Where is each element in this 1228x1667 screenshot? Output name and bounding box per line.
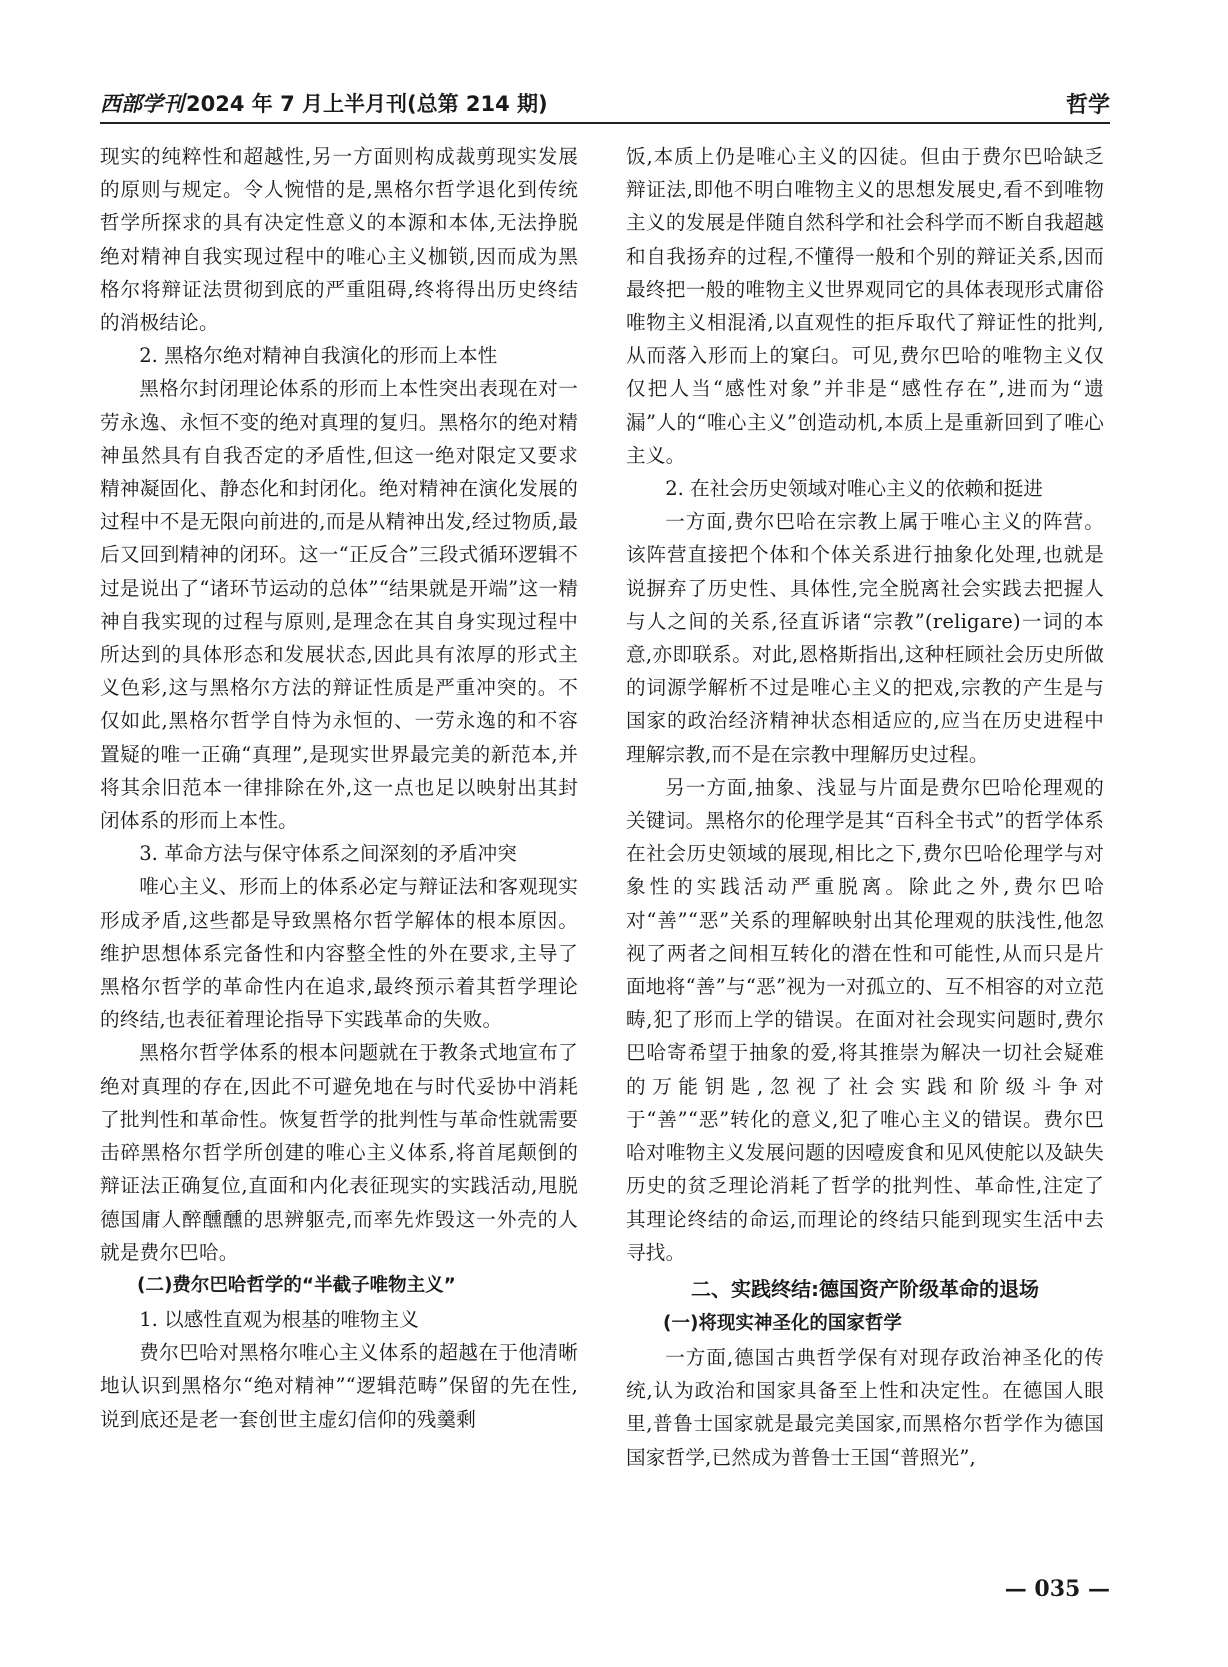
paragraph: 黑格尔哲学体系的根本问题就在于教条式地宣布了绝对真理的存在,因此不可避免地在与时代妥协中消耗了批判性和革命性。恢复哲学的批判性与革命性就需要击碎黑格尔哲学所创建的唯心主义体系,将首尾颠倒的辩证法正确复位,直面和内化表征现实的实践活动,甩脱德国庸人醉醺醺的思辨躯壳,而率先炸毁这一外壳的人就是费尔巴哈。 — [100, 1041, 578, 1264]
running-header — [100, 86, 1110, 120]
paragraph: 另一方面,抽象、浅显与片面是费尔巴哈伦理观的关键词。黑格尔的伦理学是其“百科全书式”的哲学体系在社会历史领域的展现,相比之下,费尔巴哈伦理学与对象性的实践活动严重脱离。除此之外,费尔巴哈对“善”“恶”关系的理解映射出其伦理观的肤浅性,他忽视了两者之间相互转化的潜在性和可能性,从而只是片面地将“善”与“恶”视为一对孤立的、互不相容的对立范畴,犯了形而上学的错误。在面对社会现实问题时,费尔巴哈寄希望于抽象的爱,将其推崇为解决一切社会疑难的万能钥匙,忽视了社会实践和阶级斗争对于“善”“恶”转化的意义,犯了唯心主义的错误。费尔巴哈对唯物主义发展问题的因噎废食和见风使舵以及缺失历史的贫乏理论消耗了哲学的批判性、革命性,注定了其理论终结的命运,而理论的终结只能到现实生活中去寻找。 — [626, 775, 1104, 1264]
left-column — [100, 140, 578, 1620]
paragraph: 唯心主义、形而上的体系必定与辩证法和客观现实形成矛盾,这些都是导致黑格尔哲学解体的根本原因。维护思想体系完备性和内容整全性的外在要求,主导了黑格尔哲学的革命性内在追求,最终预示着其哲学理论的终结,也表征着理论指导下实践革命的失败。 — [100, 875, 578, 1032]
paragraph: 费尔巴哈对黑格尔唯心主义体系的超越在于他清晰地认识到黑格尔“绝对精神”“逻辑范畴”保留的先在性,说到底还是老一套创世主虚幻信仰的残羹剩 — [100, 1341, 578, 1431]
issue-info: 2024 年 7 月上半月刊(总第 214 期) — [186, 92, 548, 116]
paragraph: 黑格尔封闭理论体系的形而上本性突出表现在对一劳永逸、永恒不变的绝对真理的复归。黑格尔的绝对精神虽然具有自我否定的矛盾性,但这一绝对限定又要求精神凝固化、静态化和封闭化。绝对精神在演化发展的过程中不是无限向前进的,而是从精神出发,经过物质,最后又回到精神的闭环。这一“正反合”三段式循环逻辑不过是说出了“诸环节运动的总体”“结果就是开端”这一精神自我实现的过程与原则,是理念在其自身实现过程中所达到的具体形态和发展状态,因此具有浓厚的形式主义色彩,这与黑格尔方法的辩证性质是严重冲突的。不仅如此,黑格尔哲学自恃为永恒的、一劳永逸的和不容置疑的唯一正确“真理”,是现实世界最完美的新范本,并将其余旧范本一律排除在外,这一点也足以映射出其封闭体系的形而上本性。 — [100, 377, 578, 833]
paragraph: 一方面,德国古典哲学保有对现存政治神圣化的传统,认为政治和国家具备至上性和决定性。在德国人眼里,普鲁士国家就是最完美国家,而黑格尔哲学作为德国国家哲学,已然成为普鲁士王国“普照光”, — [626, 1345, 1104, 1469]
section-label: 哲学 — [1065, 93, 1110, 118]
section-heading: 二、实践终结:德国资产阶级革命的退场 — [691, 1276, 1039, 1301]
subsection-heading: (二)费尔巴哈哲学的“半截子唯物主义” — [137, 1274, 456, 1296]
subheading: 2. 在社会历史领域对唯心主义的依赖和挺进 — [665, 477, 1043, 501]
page-number: — 035 — — [1004, 1576, 1110, 1602]
paragraph: 饭,本质上仍是唯心主义的囚徒。但由于费尔巴哈缺乏辩证法,即他不明白唯物主义的思想发展史,看不到唯物主义的发展是伴随自然科学和社会科学而不断自我超越和自我扬弃的过程,不懂得一般和个别的辩证关系,因而最终把一般的唯物主义世界观同它的具体表现形式庸俗唯物主义相混淆,以直观性的拒斥取代了辩证性的批判,从而落入形而上的窠臼。可见,费尔巴哈的唯物主义仅仅把人当“感性对象”并非是“感性存在”,进而为“遗漏”人的“唯心主义”创造动机,本质上是重新回到了唯心主义。 — [626, 145, 1104, 467]
journal-title — [100, 88, 548, 118]
journal-logo: 西部学刊 — [100, 91, 184, 116]
subheading: 3. 革命方法与保守体系之间深刻的矛盾冲突 — [139, 842, 517, 866]
subheading: 1. 以感性直观为根基的唯物主义 — [139, 1307, 419, 1331]
subsection-heading: (一)将现实神圣化的国家哲学 — [663, 1312, 902, 1334]
paragraph: 现实的纯粹性和超越性,另一方面则构成裁剪现实发展的原则与规定。令人惋惜的是,黑格尔哲学退化到传统哲学所探求的具有决定性意义的本源和本体,无法挣脱绝对精神自我实现过程中的唯心主义枷锁,因而成为黑格尔将辩证法贯彻到底的严重阻碍,终将得出历史终结的消极结论。 — [100, 145, 578, 335]
header-rule — [100, 122, 1110, 124]
right-column — [626, 140, 1104, 1620]
subheading: 2. 黑格尔绝对精神自我演化的形而上本性 — [139, 344, 498, 368]
paragraph: 一方面,费尔巴哈在宗教上属于唯心主义的阵营。该阵营直接把个体和个体关系进行抽象化处理,也就是说摒弃了历史性、具体性,完全脱离社会实践去把握人与人之间的关系,径直诉诸“宗教”(religare)一词的本意,亦即联系。对此,恩格斯指出,这种枉顾社会历史所做的词源学解析不过是唯心主义的把戏,宗教的产生是与国家的政治经济精神状态相适应的,应当在历史进程中理解宗教,而不是在宗教中理解历史过程。 — [626, 510, 1104, 766]
